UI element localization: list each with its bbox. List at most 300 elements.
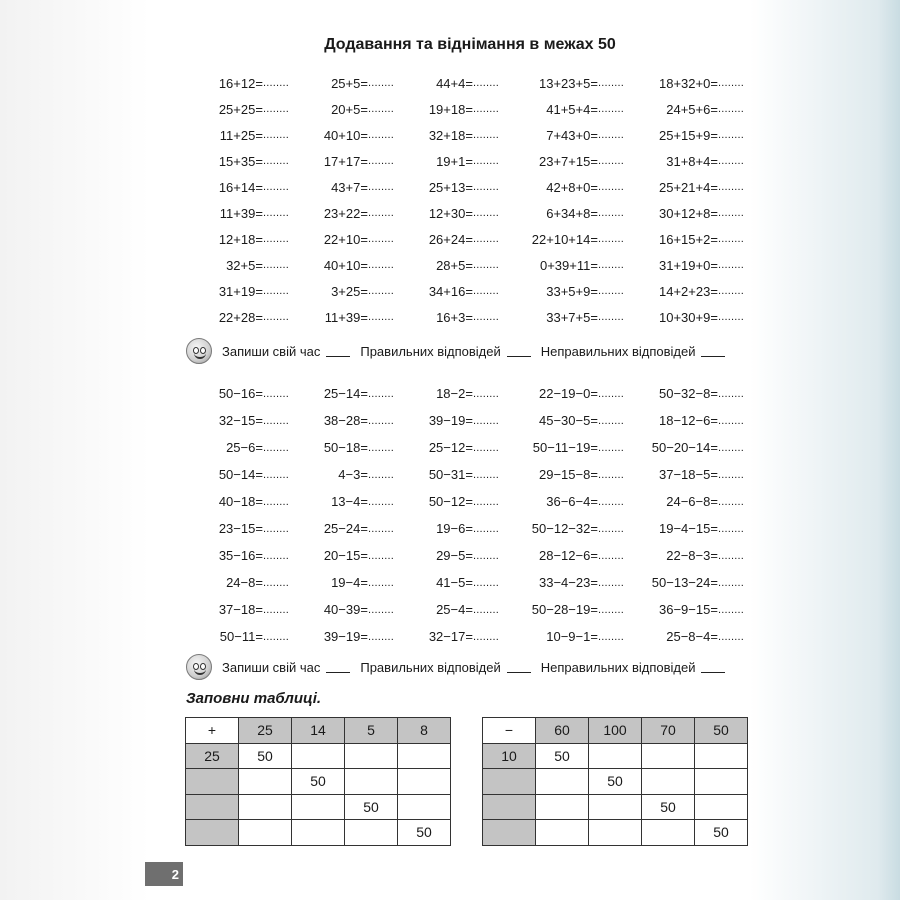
exercise[interactable]: [400, 407, 505, 434]
exercise[interactable]: [505, 596, 630, 623]
answer-blank[interactable]: ........: [367, 630, 394, 643]
table-answer-cell[interactable]: [239, 769, 292, 795]
exercise-expression: 17+17=: [323, 153, 368, 169]
exercise-expression: 25+25=: [218, 101, 263, 117]
table-answer-cell[interactable]: [239, 820, 292, 846]
exercise[interactable]: [295, 174, 400, 200]
answer-blank[interactable]: ........: [262, 522, 289, 535]
exercise[interactable]: [295, 304, 400, 330]
exercise[interactable]: [630, 148, 750, 174]
exercise[interactable]: [400, 461, 505, 488]
exercise-expression: 40−18=: [218, 494, 263, 509]
table-row-header[interactable]: [483, 794, 536, 820]
table-answer-cell[interactable]: [589, 743, 642, 769]
exercise-expression: 10−9−1=: [546, 629, 598, 644]
answer-blank[interactable]: ........: [597, 495, 624, 508]
smiley-icon: [186, 654, 212, 680]
answer-blank[interactable]: ........: [367, 259, 394, 271]
answer-blank[interactable]: ........: [367, 387, 394, 400]
exercise-expression: 39−19=: [323, 629, 368, 644]
table-answer-cell[interactable]: [345, 820, 398, 846]
exercise-expression: 34+16=: [428, 283, 473, 299]
answer-blank[interactable]: ........: [262, 441, 289, 454]
exercise-expression: 33+5+9=: [546, 283, 598, 299]
exercise[interactable]: [505, 380, 630, 407]
page-number: 2: [145, 862, 183, 886]
table-answer-cell[interactable]: [239, 794, 292, 820]
answer-blank[interactable]: ........: [597, 522, 624, 535]
exercise-expression: 11+39=: [219, 205, 263, 221]
table-answer-cell[interactable]: [536, 820, 589, 846]
exercise[interactable]: [400, 148, 505, 174]
exercise-expression: 22−19−0=: [539, 386, 598, 401]
answer-blank[interactable]: ........: [717, 233, 744, 245]
table-answer-cell[interactable]: [642, 743, 695, 769]
answer-blank[interactable]: ........: [367, 549, 394, 562]
answer-blank[interactable]: ........: [597, 207, 624, 219]
incorrect-blank[interactable]: [701, 661, 725, 673]
answer-blank[interactable]: ........: [597, 549, 624, 562]
exercise[interactable]: [630, 122, 750, 148]
table-answer-cell[interactable]: [695, 769, 748, 795]
exercise-expression: 29−15−8=: [539, 467, 598, 482]
answer-blank[interactable]: ........: [367, 103, 394, 115]
exercise-expression: 32−17=: [428, 629, 473, 644]
exercise[interactable]: [190, 542, 295, 569]
answer-blank[interactable]: ........: [597, 468, 624, 481]
answer-blank[interactable]: ........: [367, 207, 394, 219]
incorrect-blank[interactable]: [701, 345, 725, 357]
answer-blank[interactable]: ........: [472, 311, 499, 323]
answer-blank[interactable]: ........: [597, 259, 624, 271]
exercise[interactable]: [630, 174, 750, 200]
exercise[interactable]: [400, 434, 505, 461]
correct-blank[interactable]: [507, 661, 531, 673]
exercise-expression: 38−28=: [323, 413, 368, 428]
answer-blank[interactable]: ........: [367, 441, 394, 454]
exercise[interactable]: [400, 278, 505, 304]
table-answer-cell[interactable]: [536, 794, 589, 820]
answer-blank[interactable]: ........: [367, 285, 394, 297]
exercise[interactable]: [190, 96, 295, 122]
exercise[interactable]: [630, 596, 750, 623]
exercise[interactable]: [190, 623, 295, 650]
answer-blank[interactable]: ........: [472, 77, 499, 89]
answer-blank[interactable]: ........: [472, 576, 499, 589]
exercise[interactable]: [190, 148, 295, 174]
answer-blank[interactable]: ........: [262, 387, 289, 400]
exercise[interactable]: [400, 252, 505, 278]
exercise-expression: 15+35=: [218, 153, 263, 169]
answer-blank[interactable]: ........: [717, 387, 744, 400]
exercise-expression: 6+34+8=: [546, 205, 598, 221]
status-line-subtraction: [186, 654, 751, 680]
exercise[interactable]: [630, 542, 750, 569]
exercise[interactable]: [295, 200, 400, 226]
exercise-expression: 25+13=: [428, 179, 473, 195]
answer-blank[interactable]: ........: [262, 549, 289, 562]
answer-blank[interactable]: ........: [717, 495, 744, 508]
table-answer-cell[interactable]: [642, 820, 695, 846]
exercise[interactable]: [190, 407, 295, 434]
answer-blank[interactable]: ........: [472, 468, 499, 481]
exercise[interactable]: [295, 542, 400, 569]
exercise[interactable]: [190, 278, 295, 304]
exercise[interactable]: [295, 461, 400, 488]
exercise[interactable]: [630, 569, 750, 596]
table-answer-cell[interactable]: [642, 769, 695, 795]
answer-blank[interactable]: ........: [367, 603, 394, 616]
exercise-expression: 50−32−8=: [659, 386, 718, 401]
exercise[interactable]: [505, 70, 630, 96]
exercise[interactable]: [505, 174, 630, 200]
exercise-expression: 40+10=: [323, 127, 368, 143]
answer-blank[interactable]: ........: [717, 207, 744, 219]
answer-blank[interactable]: ........: [262, 495, 289, 508]
table-row-header[interactable]: [186, 794, 239, 820]
answer-blank[interactable]: ........: [597, 603, 624, 616]
answer-blank[interactable]: ........: [717, 103, 744, 115]
answer-blank[interactable]: ........: [367, 468, 394, 481]
exercise[interactable]: [295, 515, 400, 542]
table-answer-cell[interactable]: [398, 769, 451, 795]
exercise[interactable]: [190, 488, 295, 515]
exercise-expression: 19+18=: [428, 101, 473, 117]
exercise-expression: 25−12=: [428, 440, 473, 455]
answer-blank[interactable]: ........: [597, 285, 624, 297]
answer-blank[interactable]: ........: [472, 495, 499, 508]
exercise-expression: 22−8−3=: [666, 548, 718, 563]
table-row-header: 10: [483, 743, 536, 769]
exercise-expression: 22+10=: [323, 231, 368, 247]
table-answer-cell[interactable]: [292, 820, 345, 846]
exercise[interactable]: [295, 623, 400, 650]
exercise[interactable]: [400, 226, 505, 252]
answer-blank[interactable]: ........: [717, 603, 744, 616]
answer-blank[interactable]: ........: [262, 576, 289, 589]
exercise[interactable]: [630, 488, 750, 515]
exercise[interactable]: [630, 96, 750, 122]
exercise[interactable]: [295, 488, 400, 515]
exercise[interactable]: [295, 122, 400, 148]
answer-blank[interactable]: ........: [472, 155, 499, 167]
answer-blank[interactable]: ........: [717, 285, 744, 297]
exercise-expression: 31+8+4=: [666, 153, 718, 169]
exercise[interactable]: [295, 148, 400, 174]
table-answer-cell[interactable]: [695, 794, 748, 820]
answer-blank[interactable]: ........: [597, 155, 624, 167]
answer-blank[interactable]: ........: [597, 129, 624, 141]
answer-blank[interactable]: ........: [472, 103, 499, 115]
exercise-expression: 22+28=: [218, 309, 263, 325]
exercise-expression: 3+25=: [331, 283, 368, 299]
exercise[interactable]: [505, 122, 630, 148]
exercise-expression: 20+5=: [331, 101, 368, 117]
answer-blank[interactable]: ........: [717, 630, 744, 643]
table-row-header[interactable]: [483, 769, 536, 795]
table-answer-cell[interactable]: [398, 794, 451, 820]
exercise[interactable]: [295, 380, 400, 407]
answer-blank[interactable]: ........: [717, 468, 744, 481]
exercise-expression: 33+7+5=: [546, 309, 598, 325]
exercise[interactable]: [400, 174, 505, 200]
answer-blank[interactable]: ........: [262, 155, 289, 167]
exercise[interactable]: [505, 407, 630, 434]
exercise[interactable]: [505, 226, 630, 252]
answer-blank[interactable]: ........: [472, 285, 499, 297]
answer-blank[interactable]: ........: [262, 285, 289, 297]
table-answer-cell[interactable]: [292, 794, 345, 820]
answer-blank[interactable]: ........: [472, 441, 499, 454]
table-answer-cell[interactable]: [345, 769, 398, 795]
answer-blank[interactable]: ........: [367, 414, 394, 427]
exercise[interactable]: [505, 542, 630, 569]
answer-blank[interactable]: ........: [262, 233, 289, 245]
table-answer-cell[interactable]: [292, 743, 345, 769]
exercise-expression: 40+10=: [323, 257, 368, 273]
exercise-expression: 31+19+0=: [659, 257, 718, 273]
exercise[interactable]: [505, 96, 630, 122]
correct-blank[interactable]: [507, 345, 531, 357]
exercise-expression: 28+5=: [436, 257, 473, 273]
exercise[interactable]: [630, 407, 750, 434]
exercise-expression: 19−4−15=: [659, 521, 718, 536]
exercise[interactable]: [505, 488, 630, 515]
answer-blank[interactable]: ........: [262, 603, 289, 616]
answer-blank[interactable]: ........: [717, 522, 744, 535]
exercise-expression: 35−16=: [218, 548, 263, 563]
exercise[interactable]: [505, 278, 630, 304]
exercise[interactable]: [190, 434, 295, 461]
exercise[interactable]: [400, 200, 505, 226]
exercise[interactable]: [190, 569, 295, 596]
exercise[interactable]: [400, 70, 505, 96]
answer-blank[interactable]: ........: [597, 311, 624, 323]
table-given-cell: 50: [695, 820, 748, 846]
answer-blank[interactable]: ........: [367, 233, 394, 245]
exercise[interactable]: [295, 434, 400, 461]
exercise[interactable]: [400, 596, 505, 623]
exercise[interactable]: [630, 461, 750, 488]
exercise[interactable]: [630, 304, 750, 330]
exercise[interactable]: [295, 96, 400, 122]
exercise-expression: 12+18=: [218, 231, 263, 247]
answer-blank[interactable]: ........: [262, 77, 289, 89]
answer-blank[interactable]: ........: [472, 387, 499, 400]
exercise[interactable]: [190, 515, 295, 542]
exercise-expression: 19+1=: [436, 153, 473, 169]
table-row-header[interactable]: [186, 769, 239, 795]
answer-blank[interactable]: ........: [717, 549, 744, 562]
answer-blank[interactable]: ........: [262, 181, 289, 193]
exercise[interactable]: [190, 252, 295, 278]
table-answer-cell[interactable]: [589, 820, 642, 846]
exercise-expression: 36−9−15=: [659, 602, 718, 617]
exercise[interactable]: [630, 278, 750, 304]
table-operator: −: [483, 718, 536, 744]
exercise[interactable]: [190, 461, 295, 488]
exercise[interactable]: [505, 148, 630, 174]
time-blank[interactable]: [326, 345, 350, 357]
correct-label: Правильних відповідей: [360, 659, 501, 675]
exercise[interactable]: [190, 596, 295, 623]
time-blank[interactable]: [326, 661, 350, 673]
exercise[interactable]: [295, 278, 400, 304]
answer-blank[interactable]: ........: [717, 414, 744, 427]
exercise[interactable]: [190, 226, 295, 252]
exercise-expression: 16+14=: [218, 179, 263, 195]
table-given-cell: 50: [239, 743, 292, 769]
exercise[interactable]: [505, 461, 630, 488]
answer-blank[interactable]: ........: [472, 630, 499, 643]
exercise-expression: 19−4=: [331, 575, 368, 590]
exercise[interactable]: [505, 515, 630, 542]
exercise[interactable]: [630, 515, 750, 542]
answer-blank[interactable]: ........: [367, 576, 394, 589]
addition-exercises: [190, 70, 750, 330]
answer-blank[interactable]: ........: [717, 441, 744, 454]
addition-table: [185, 717, 451, 846]
exercise[interactable]: [400, 623, 505, 650]
exercise[interactable]: [400, 569, 505, 596]
exercise[interactable]: [630, 200, 750, 226]
answer-blank[interactable]: ........: [472, 129, 499, 141]
answer-blank[interactable]: ........: [262, 630, 289, 643]
exercise-expression: 26+24=: [428, 231, 473, 247]
answer-blank[interactable]: ........: [472, 233, 499, 245]
answer-blank[interactable]: ........: [472, 207, 499, 219]
exercise[interactable]: [295, 70, 400, 96]
answer-blank[interactable]: ........: [472, 259, 499, 271]
exercise[interactable]: [295, 252, 400, 278]
exercise[interactable]: [505, 200, 630, 226]
answer-blank[interactable]: ........: [597, 441, 624, 454]
answer-blank[interactable]: ........: [597, 181, 624, 193]
answer-blank[interactable]: ........: [262, 207, 289, 219]
answer-blank[interactable]: ........: [472, 414, 499, 427]
exercise[interactable]: [630, 623, 750, 650]
answer-blank[interactable]: ........: [367, 129, 394, 141]
answer-blank[interactable]: ........: [262, 311, 289, 323]
answer-blank[interactable]: ........: [262, 259, 289, 271]
answer-blank[interactable]: ........: [597, 630, 624, 643]
exercise[interactable]: [400, 304, 505, 330]
table-column-header: 14: [292, 718, 345, 744]
exercise[interactable]: [400, 122, 505, 148]
answer-blank[interactable]: ........: [717, 181, 744, 193]
exercise[interactable]: [190, 380, 295, 407]
exercise[interactable]: [295, 407, 400, 434]
table-answer-cell[interactable]: [398, 743, 451, 769]
answer-blank[interactable]: ........: [262, 103, 289, 115]
answer-blank[interactable]: ........: [717, 155, 744, 167]
exercise[interactable]: [190, 304, 295, 330]
exercise[interactable]: [400, 96, 505, 122]
exercise[interactable]: [295, 569, 400, 596]
answer-blank[interactable]: ........: [262, 468, 289, 481]
answer-blank[interactable]: ........: [717, 77, 744, 89]
table-column-header: 8: [398, 718, 451, 744]
exercise[interactable]: [630, 434, 750, 461]
exercise[interactable]: [630, 380, 750, 407]
answer-blank[interactable]: ........: [597, 414, 624, 427]
exercise-expression: 24+5+6=: [666, 101, 718, 117]
answer-blank[interactable]: ........: [472, 603, 499, 616]
answer-blank[interactable]: ........: [597, 233, 624, 245]
answer-blank[interactable]: ........: [262, 129, 289, 141]
exercise[interactable]: [505, 569, 630, 596]
answer-blank[interactable]: ........: [367, 77, 394, 89]
exercise-expression: 25−8−4=: [666, 629, 718, 644]
answer-blank[interactable]: ........: [717, 311, 744, 323]
exercise[interactable]: [505, 623, 630, 650]
answer-blank[interactable]: ........: [472, 549, 499, 562]
exercise[interactable]: [190, 70, 295, 96]
answer-blank[interactable]: ........: [472, 522, 499, 535]
incorrect-label: Неправильних відповідей: [540, 659, 696, 675]
exercise-expression: 19−6=: [436, 521, 473, 536]
exercise[interactable]: [505, 434, 630, 461]
answer-blank[interactable]: ........: [367, 522, 394, 535]
table-row-header[interactable]: [186, 820, 239, 846]
exercise[interactable]: [630, 252, 750, 278]
exercise[interactable]: [400, 515, 505, 542]
exercise-expression: 39−19=: [428, 413, 473, 428]
table-answer-cell[interactable]: [589, 794, 642, 820]
exercise[interactable]: [505, 252, 630, 278]
exercise-expression: 45−30−5=: [539, 413, 598, 428]
exercise[interactable]: [505, 304, 630, 330]
answer-blank[interactable]: ........: [717, 129, 744, 141]
answer-blank[interactable]: ........: [717, 259, 744, 271]
answer-blank[interactable]: ........: [367, 495, 394, 508]
table-column-header: 50: [695, 718, 748, 744]
answer-blank[interactable]: ........: [597, 387, 624, 400]
table-answer-cell[interactable]: [695, 743, 748, 769]
answer-blank[interactable]: ........: [472, 181, 499, 193]
exercise[interactable]: [400, 542, 505, 569]
exercise[interactable]: [190, 200, 295, 226]
exercise[interactable]: [630, 70, 750, 96]
exercise-expression: 13−4=: [331, 494, 368, 509]
answer-blank[interactable]: ........: [717, 576, 744, 589]
answer-blank[interactable]: ........: [367, 155, 394, 167]
exercise[interactable]: [630, 226, 750, 252]
exercise[interactable]: [190, 122, 295, 148]
exercise[interactable]: [190, 174, 295, 200]
answer-blank[interactable]: ........: [262, 414, 289, 427]
page-edge: [750, 0, 900, 900]
table-answer-cell[interactable]: [345, 743, 398, 769]
answer-blank[interactable]: ........: [597, 77, 624, 89]
table-row-header[interactable]: [483, 820, 536, 846]
page-shadow: [0, 0, 150, 900]
exercise-expression: 25−24=: [323, 521, 368, 536]
exercise-expression: 23+22=: [323, 205, 368, 221]
answer-blank[interactable]: ........: [367, 311, 394, 323]
answer-blank[interactable]: ........: [597, 103, 624, 115]
table-given-cell: 50: [345, 794, 398, 820]
answer-blank[interactable]: ........: [367, 181, 394, 193]
subtraction-exercises: [190, 380, 750, 650]
exercise[interactable]: [400, 380, 505, 407]
answer-blank[interactable]: ........: [597, 576, 624, 589]
table-row-header: 25: [186, 743, 239, 769]
exercise[interactable]: [295, 596, 400, 623]
exercise[interactable]: [400, 488, 505, 515]
table-answer-cell[interactable]: [536, 769, 589, 795]
exercise[interactable]: [295, 226, 400, 252]
